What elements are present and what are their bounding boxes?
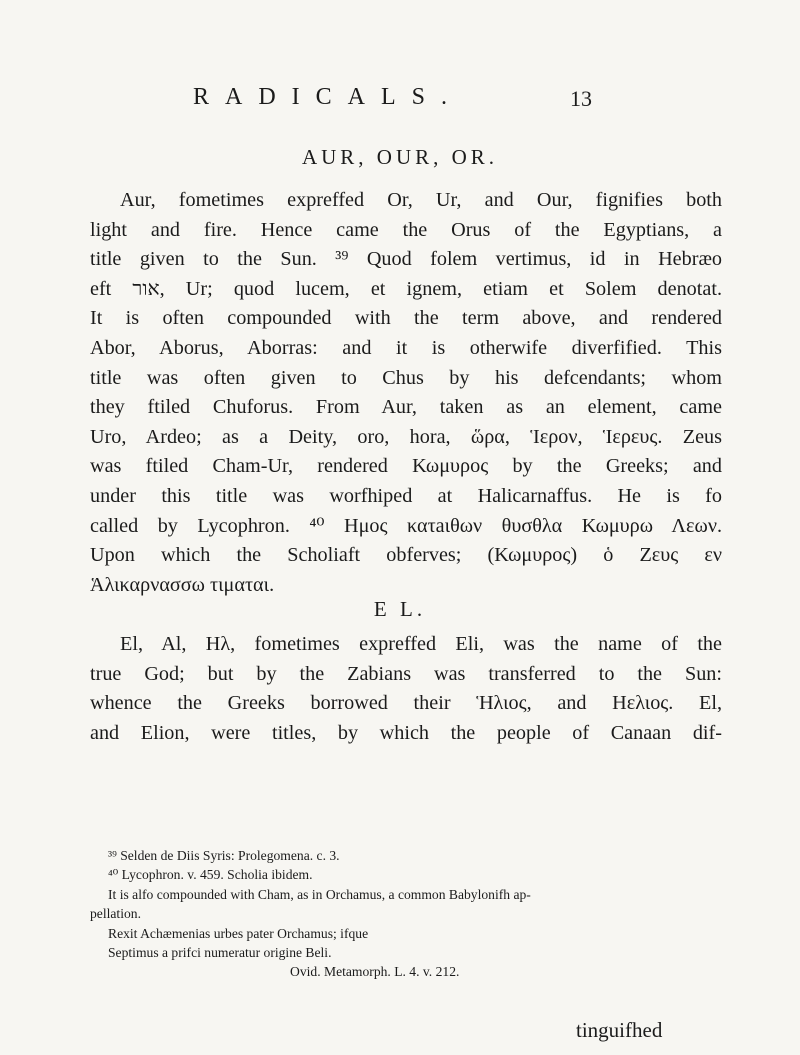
footnote: ³⁹ Selden de Diis Syris: Prolegomena. c. 3. xyxy=(108,848,340,863)
text-line: Uro, Ardeo; as a Deity, oro, hora, ὥρα, Ἱερον, Ἱερευς. Zeus xyxy=(90,425,722,448)
running-title: RADICALS. xyxy=(193,84,464,110)
footnote: ⁴⁰ Lycophron. v. 459. Scholia ibidem. xyxy=(108,867,313,883)
text-line: was ftiled Cham-Ur, rendered Κωμυρος by the Greeks; and xyxy=(90,455,722,478)
footnote-text: pellation. xyxy=(90,906,141,922)
footnotes xyxy=(90,846,740,982)
text-line: Aur, fometimes expreffed Or, Ur, and Our, fignifies both xyxy=(120,189,722,211)
page-number: 13 xyxy=(570,86,592,111)
text-line: Upon which the Scholiaft obferves; (Κωμυρος) ὁ Ζευς εν xyxy=(90,544,722,567)
section-body-aur xyxy=(90,186,722,600)
text-line: title given to the Sun. ³⁹ Quod folem vertimus, id in Hebræo xyxy=(90,248,722,271)
text-line: title was often given to Chus by his defcendants; whom xyxy=(90,366,722,389)
section-title-aur: AUR, OUR, OR. xyxy=(301,145,499,169)
text-line: Abor, Aborus, Aborras: and it is otherwife diverfified. This xyxy=(90,336,722,359)
text-line: eft אור, Ur; quod lucem, et ignem, etiam et Solem denotat. xyxy=(90,277,722,300)
text-line: and Elion, were titles, by which the people of Canaan dif- xyxy=(90,721,722,744)
running-header xyxy=(0,84,800,114)
section-title-el: E L. xyxy=(373,597,427,621)
text-line: light and fire. Hence came the Orus of the Egyptians, a xyxy=(90,218,722,241)
section-body-el xyxy=(90,630,722,748)
catchword: tinguifhed xyxy=(576,1018,663,1042)
text-line: whence the Greeks borrowed their Ἡλιος, and Ηελιος. El, xyxy=(90,692,722,715)
text-line: Ἁλικαρνασσω τιμαται. xyxy=(90,573,275,596)
verse-line: Septimus a prifci numeratur origine Beli. xyxy=(108,945,332,961)
text-line: It is often compounded with the term above, and rendered xyxy=(90,307,722,330)
text-line: they ftiled Chuforus. From Aur, taken as an element, came xyxy=(90,396,722,419)
text-line: true God; but by the Zabians was transferred to the Sun: xyxy=(90,662,722,685)
text-line: called by Lycophron. ⁴⁰ Ημος κατaιθων θυσθλα Κωμυρω Λεων. xyxy=(90,514,722,537)
text-line: under this title was worfhiped at Halicarnaffus. He is fo xyxy=(90,484,722,507)
text-line: El, Al, Ηλ, fometimes expreffed Eli, was the name of the xyxy=(120,633,722,655)
citation: Ovid. Metamorph. L. 4. v. 212. xyxy=(290,964,460,980)
footnote-text: It is alfo compounded with Cham, as in Orchamus, a common Babylonifh ap- xyxy=(108,886,531,902)
verse-line: Rexit Achæmenias urbes pater Orchamus; ifque xyxy=(108,925,369,941)
